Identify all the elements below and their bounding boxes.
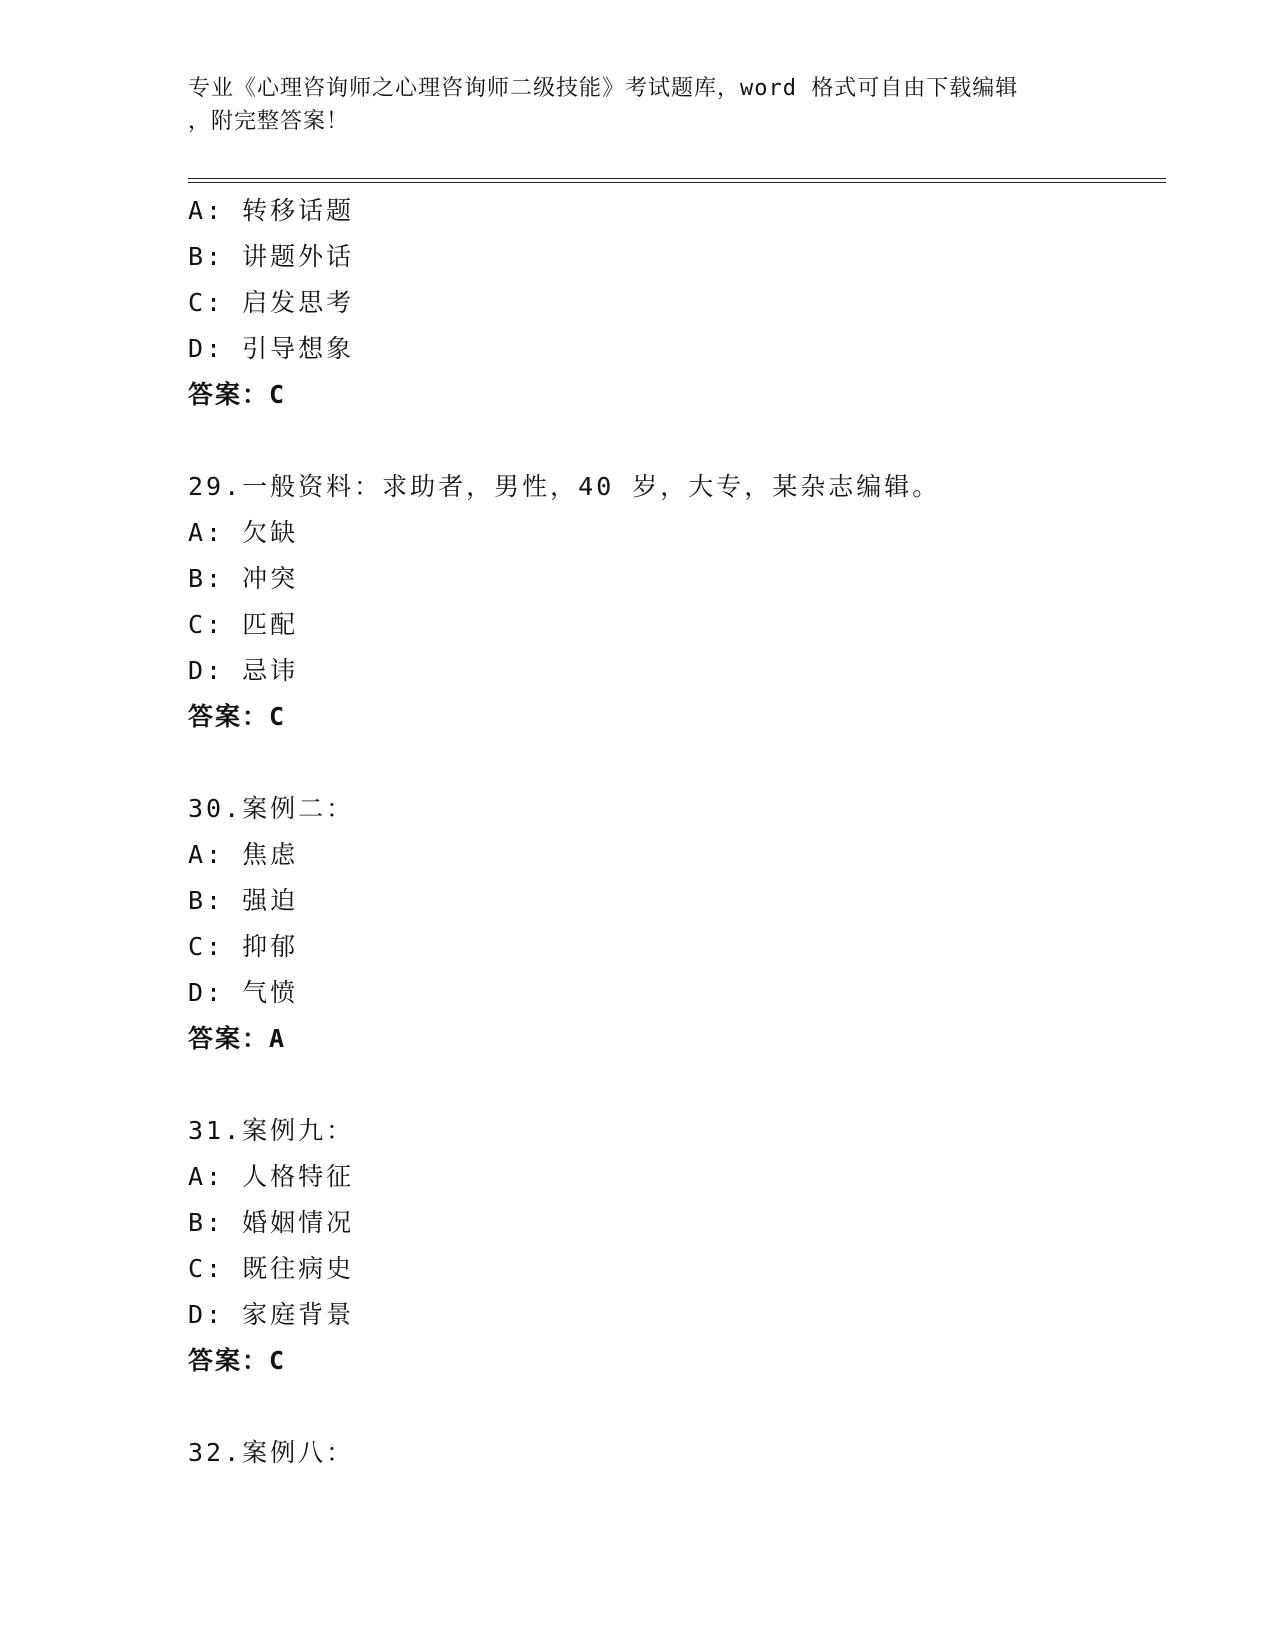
- option-c: C: 抑郁: [188, 932, 299, 961]
- question-32: [188, 1430, 1148, 1476]
- header-title-line2: ，附完整答案！: [188, 109, 350, 134]
- option-a: A: 人格特征: [188, 1162, 355, 1191]
- option-c: C: 既往病史: [188, 1254, 355, 1283]
- answer: 答案：C: [188, 380, 287, 409]
- option-d: D: 气愤: [188, 978, 299, 1007]
- document-header: [188, 72, 1088, 138]
- spacer: [188, 740, 1148, 786]
- option-d: D: 引导想象: [188, 334, 355, 363]
- question-stem: 30.案例二：: [188, 794, 355, 823]
- question-stem: 29.一般资料：求助者，男性，40 岁，大专，某杂志编辑。: [188, 472, 941, 501]
- option-c: C: 匹配: [188, 610, 299, 639]
- answer: 答案：C: [188, 702, 287, 731]
- question-29: [188, 464, 1148, 740]
- option-b: B: 讲题外话: [188, 242, 355, 271]
- answer: 答案：A: [188, 1024, 287, 1053]
- spacer: [188, 418, 1148, 464]
- option-b: B: 婚姻情况: [188, 1208, 355, 1237]
- answer: 答案：C: [188, 1346, 287, 1375]
- option-b: B: 强迫: [188, 886, 299, 915]
- option-c: C: 启发思考: [188, 288, 355, 317]
- option-d: D: 忌讳: [188, 656, 299, 685]
- option-d: D: 家庭背景: [188, 1300, 355, 1329]
- question-31: [188, 1108, 1148, 1384]
- option-a: A: 转移话题: [188, 196, 355, 225]
- spacer: [188, 1062, 1148, 1108]
- question-28: [188, 188, 1148, 418]
- option-a: A: 焦虑: [188, 840, 299, 869]
- option-a: A: 欠缺: [188, 518, 299, 547]
- header-title-line1: 专业《心理咨询师之心理咨询师二级技能》考试题库，word 格式可自由下载编辑: [188, 76, 1019, 101]
- question-list: [188, 188, 1148, 1476]
- question-stem: 31.案例九：: [188, 1116, 355, 1145]
- spacer: [188, 1384, 1148, 1430]
- header-divider: [188, 178, 1166, 183]
- option-b: B: 冲突: [188, 564, 299, 593]
- question-30: [188, 786, 1148, 1062]
- question-stem: 32.案例八：: [188, 1438, 355, 1467]
